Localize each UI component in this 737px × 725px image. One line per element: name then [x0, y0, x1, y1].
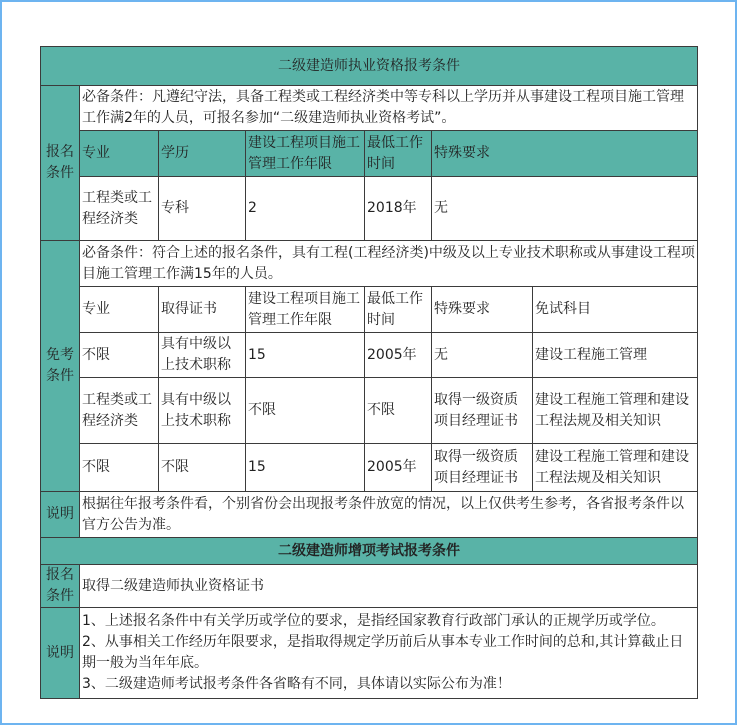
ex-row3-min-time: 2005年 — [365, 444, 432, 492]
addon-text: 取得二级建造师执业资格证书 — [80, 565, 698, 608]
registration-note: 必备条件：凡遵纪守法，具备工程类或工程经济类中等专科以上学历并从事建设工程项目施工管理工作满2年的人员，可报名参加“二级建造师执业资格考试”。 — [80, 86, 698, 131]
main-table — [40, 46, 698, 699]
reg-cell-education: 专科 — [159, 177, 246, 241]
ex-row1-major: 不限 — [80, 333, 159, 378]
ex-header-years: 建设工程项目施工管理工作年限 — [246, 287, 365, 333]
reg-header-major: 专业 — [80, 131, 159, 177]
label-addon-registration: 报名条件 — [41, 565, 80, 608]
ex-row3-special: 取得一级资质项目经理证书 — [432, 444, 533, 492]
notes-list — [80, 608, 698, 699]
reg-cell-years: 2 — [246, 177, 365, 241]
ex-header-special: 特殊要求 — [432, 287, 533, 333]
ex-header-cert: 取得证书 — [159, 287, 246, 333]
ex-header-major: 专业 — [80, 287, 159, 333]
ex-row1-years: 15 — [246, 333, 365, 378]
reg-cell-min-time: 2018年 — [365, 177, 432, 241]
remark-text: 根据往年报考条件看，个别省份会出现报考条件放宽的情况，以上仅供考生参考，各省报考条件以官方公告为准。 — [80, 492, 698, 538]
reg-header-education: 学历 — [159, 131, 246, 177]
reg-cell-major: 工程类或工程经济类 — [80, 177, 159, 241]
label-remark: 说明 — [41, 492, 80, 538]
ex-row3-years: 15 — [246, 444, 365, 492]
ex-header-exempt-subject: 免试科目 — [533, 287, 698, 333]
ex-row3-subject: 建设工程施工管理和建设工程法规及相关知识 — [533, 444, 698, 492]
ex-row2-subject: 建设工程施工管理和建设工程法规及相关知识 — [533, 378, 698, 444]
exemption-note: 必备条件：符合上述的报名条件，具有工程(工程经济类)中级及以上专业技术职称或从事建设工程项目施工管理工作满15年的人员。 — [80, 241, 698, 287]
note-item-2: 2、从事相关工作经历年限要求，是指取得规定学历前后从事本专业工作时间的总和,其计算截止日期一般为当年年底。 — [82, 634, 684, 671]
ex-row2-special: 取得一级资质项目经理证书 — [432, 378, 533, 444]
section-title-addon: 二级建造师增项考试报考条件 — [41, 538, 698, 565]
ex-row1-subject: 建设工程施工管理 — [533, 333, 698, 378]
reg-header-special: 特殊要求 — [432, 131, 698, 177]
ex-row2-years: 不限 — [246, 378, 365, 444]
section-title-primary: 二级建造师执业资格报考条件 — [41, 47, 698, 86]
ex-row3-cert: 不限 — [159, 444, 246, 492]
note-item-3: 3、二级建造师考试报考条件各省略有不同，具体请以实际公布为准！ — [82, 676, 511, 692]
ex-row1-cert: 具有中级以上技术职称 — [159, 333, 246, 378]
ex-row3-major: 不限 — [80, 444, 159, 492]
requirements-table — [40, 46, 697, 699]
ex-header-min-time: 最低工作时间 — [365, 287, 432, 333]
ex-row2-cert: 具有中级以上技术职称 — [159, 378, 246, 444]
ex-row1-special: 无 — [432, 333, 533, 378]
reg-cell-special: 无 — [432, 177, 698, 241]
ex-row2-min-time: 不限 — [365, 378, 432, 444]
ex-row1-min-time: 2005年 — [365, 333, 432, 378]
note-item-1: 1、上述报名条件中有关学历或学位的要求，是指经国家教育行政部门承认的正规学历或学位。 — [82, 613, 665, 629]
label-notes: 说明 — [41, 608, 80, 699]
ex-row2-major: 工程类或工程经济类 — [80, 378, 159, 444]
label-exemption: 免考条件 — [41, 241, 80, 492]
reg-header-min-time: 最低工作时间 — [365, 131, 432, 177]
reg-header-years: 建设工程项目施工管理工作年限 — [246, 131, 365, 177]
label-registration: 报名条件 — [41, 86, 80, 241]
